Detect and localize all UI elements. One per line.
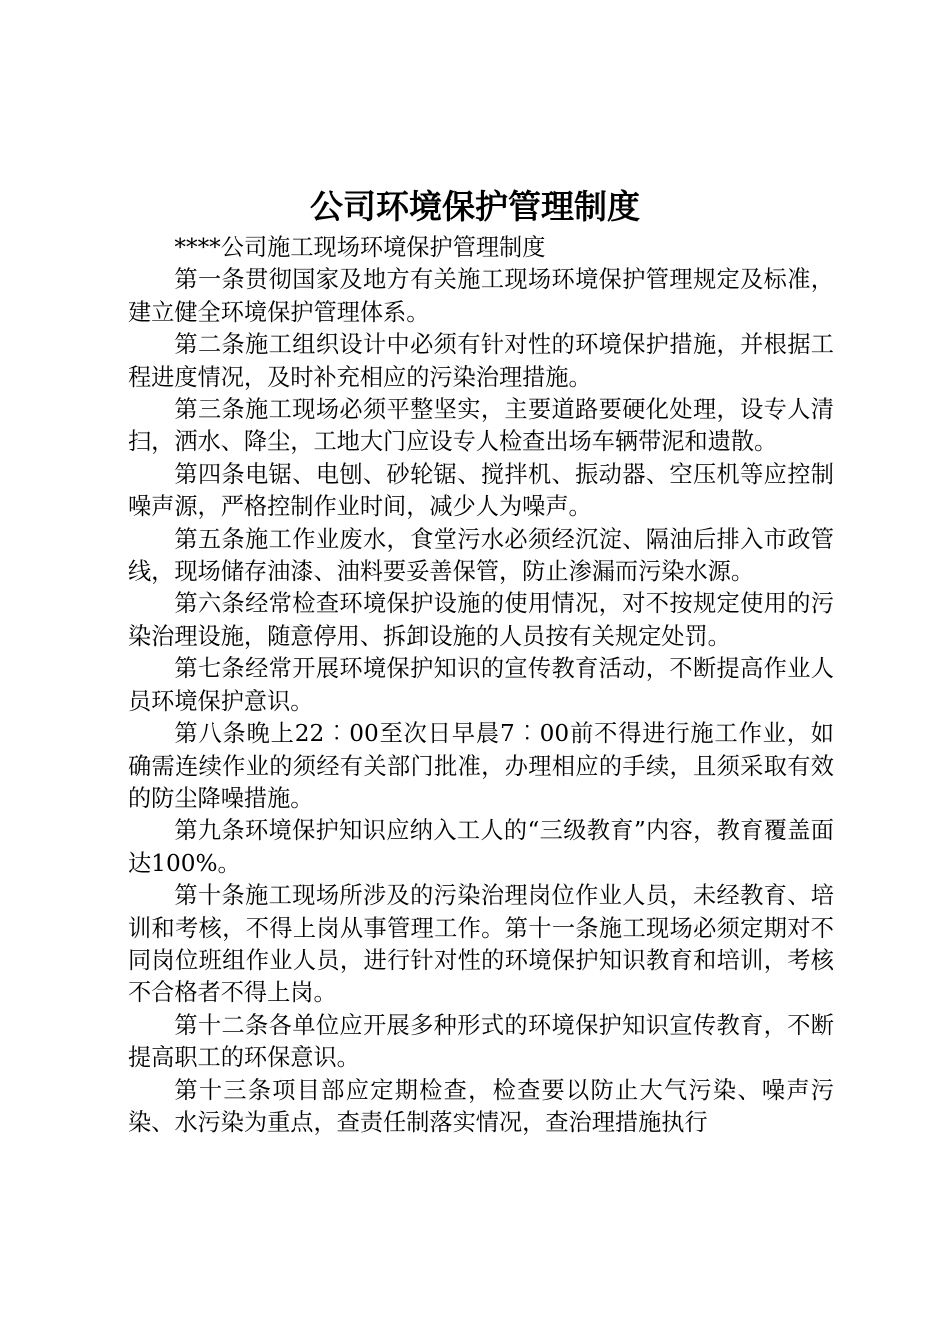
- paragraph-article-7: 第七条经常开展环境保护知识的宣传教育活动，不断提高作业人员环境保护意识。: [128, 655, 834, 715]
- document-body: [128, 232, 834, 1139]
- paragraph-article-12: 第十二条各单位应开展多种形式的环境保护知识宣传教育，不断提高职工的环保意识。: [128, 1011, 834, 1072]
- paragraph-article-3: 第三条施工现场必须平整坚实，主要道路要硬化处理，设专人清扫，洒水、降尘，工地大门应设专人检查出场车辆带泥和遗散。: [128, 396, 834, 456]
- paragraph-subtitle: ****公司施工现场环境保护管理制度: [174, 234, 546, 261]
- paragraph-article-5: 第五条施工作业废水，食堂污水必须经沉淀、隔油后排入市政管线，现场储存油漆、油料要妥善保管，防止渗漏而污染水源。: [128, 525, 834, 586]
- paragraph-article-8: 第八条晚上22︰00至次日早晨7︰00前不得进行施工作业，如确需连续作业的须经有关部门批准，办理相应的手续，且须采取有效的防尘降噪措施。: [128, 720, 834, 812]
- paragraph-article-10-11: 第十条施工现场所涉及的污染治理岗位作业人员，未经教育、培训和考核，不得上岗从事管理工作。第十一条施工现场必须定期对不同岗位班组作业人员，进行针对性的环境保护知识教育和培训，考核不合格者不得上岗。: [128, 882, 834, 1007]
- paragraph-article-9: 第九条环境保护知识应纳入工人的“三级教育”内容，教育覆盖面达100%。: [128, 817, 834, 877]
- paragraph-article-13: 第十三条项目部应定期检查，检查要以防止大气污染、噪声污染、水污染为重点，查责任制落实情况，查治理措施执行: [128, 1076, 834, 1136]
- paragraph-article-1: 第一条贯彻国家及地方有关施工现场环境保护管理规定及标准，建立健全环境保护管理体系。: [128, 266, 834, 326]
- paragraph-article-2: 第二条施工组织设计中必须有针对性的环境保护措施，并根据工程进度情况，及时补充相应的污染治理措施。: [128, 331, 834, 391]
- document-title: 公司环境保护管理制度: [310, 187, 640, 226]
- paragraph-article-4: 第四条电锯、电刨、砂轮锯、搅拌机、振动器、空压机等应控制噪声源，严格控制作业时间，减少人为噪声。: [128, 460, 834, 521]
- paragraph-article-6: 第六条经常检查环境保护设施的使用情况，对不按规定使用的污染治理设施，随意停用、拆卸设施的人员按有关规定处罚。: [128, 590, 834, 650]
